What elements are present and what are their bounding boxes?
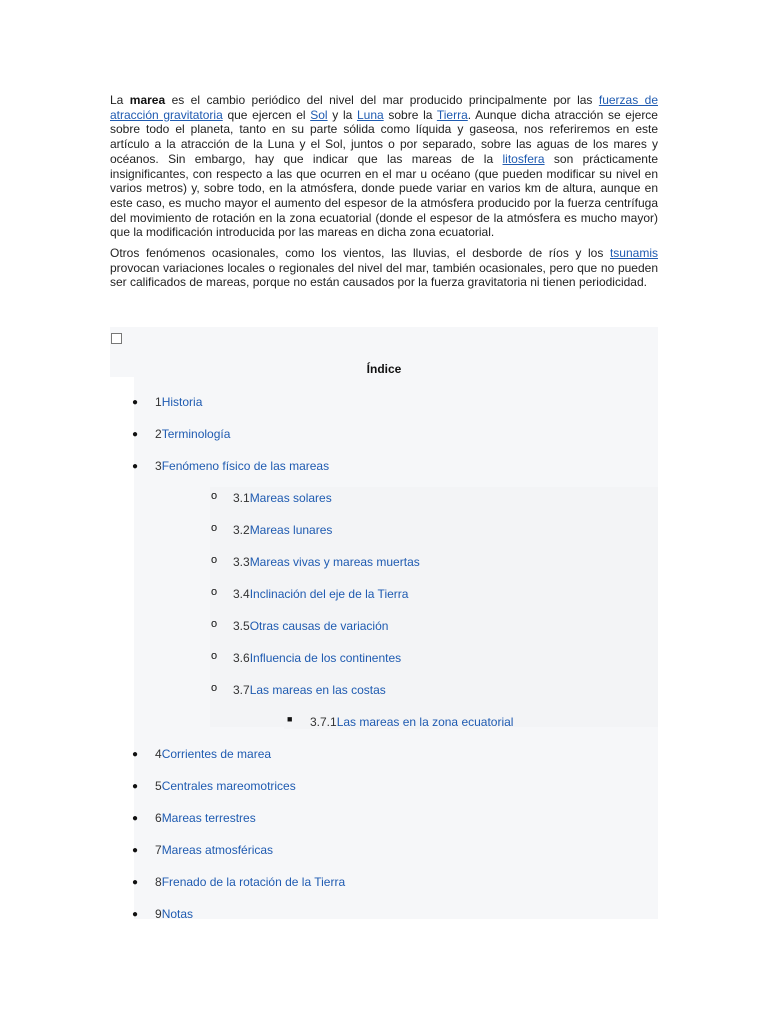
bullet-icon: ● (132, 429, 139, 440)
second-paragraph (110, 246, 658, 290)
toc-item[interactable] (233, 491, 332, 505)
link-luna[interactable]: Luna (356, 107, 384, 122)
link-tierra[interactable]: Tierra (436, 107, 468, 122)
toc-item[interactable] (155, 395, 202, 409)
toc-num: 3.6 (233, 651, 250, 665)
toc-link[interactable]: Las mareas en las costas (249, 683, 386, 697)
circle-bullet-icon: o (211, 586, 218, 598)
bullet-icon: ● (132, 397, 139, 408)
toc-num: 3.4 (233, 587, 250, 601)
toc-item[interactable] (233, 555, 420, 569)
toc-link[interactable]: Terminología (161, 427, 231, 441)
toc-link[interactable]: Notas (161, 907, 194, 921)
toc-link[interactable]: Influencia de los continentes (249, 651, 402, 665)
toc-item[interactable] (155, 843, 273, 857)
toc-link[interactable]: Corrientes de marea (161, 747, 272, 761)
circle-bullet-icon: o (211, 522, 218, 534)
toc-num: 4 (155, 747, 162, 761)
toc-link[interactable]: Historia (161, 395, 203, 409)
text: sobre la (383, 107, 437, 122)
toc-item[interactable] (155, 747, 271, 761)
toc-link[interactable]: Mareas vivas y mareas muertas (249, 555, 420, 569)
bullet-icon: ● (132, 749, 139, 760)
toc-link[interactable]: Mareas terrestres (161, 811, 256, 825)
link-tsunamis[interactable]: tsunamis (609, 246, 658, 261)
toc-num: 3.5 (233, 619, 250, 633)
circle-bullet-icon: o (211, 650, 218, 662)
toc-title: Índice (366, 362, 402, 376)
text: y la (327, 107, 357, 122)
toc-link[interactable]: Las mareas en la zona ecuatorial (336, 715, 514, 729)
circle-bullet-icon: o (211, 618, 218, 630)
circle-bullet-icon: o (211, 682, 218, 694)
link-sol[interactable]: Sol (310, 107, 328, 122)
toc-toggle-checkbox[interactable] (111, 333, 122, 344)
toc-item[interactable] (155, 907, 193, 921)
toc-item[interactable] (155, 811, 256, 825)
toc-item[interactable] (233, 587, 408, 601)
toc-item[interactable] (233, 651, 401, 665)
bullet-icon: ● (132, 461, 139, 472)
toc-num: 8 (155, 875, 162, 889)
bullet-icon: ● (132, 781, 139, 792)
bold-term: marea (129, 93, 166, 107)
text: que ejercen el (222, 107, 311, 122)
table-of-contents (110, 327, 658, 919)
toc-link[interactable]: Mareas atmosféricas (161, 843, 274, 857)
text: . Aunque dicha atracción se ejerce sobre todo el planeta, tanto en su parte sólida como líquida y gaseosa, nos referiremos en este artículo a la atracción de la Luna y el Sol, juntos o por separado, sobre las aguas de los mares y océanos. Sin embargo, hay que indicar que las mareas de la (110, 107, 658, 166)
toc-item[interactable] (233, 619, 388, 633)
toc-num: 3.7.1 (310, 715, 337, 729)
toc-item[interactable] (155, 427, 230, 441)
toc-num: 7 (155, 843, 162, 857)
bullet-icon: ● (132, 909, 139, 920)
toc-item[interactable] (233, 683, 386, 697)
circle-bullet-icon: o (211, 490, 218, 502)
toc-item[interactable] (155, 459, 329, 473)
circle-bullet-icon: o (211, 554, 218, 566)
article-body (110, 93, 658, 290)
toc-link[interactable]: Fenómeno físico de las mareas (161, 459, 330, 473)
text: provocan variaciones locales o regionales del nivel del mar, también ocasionales, pero que no pueden ser calificados de mareas, porque no están causados por la fuerza gravitatoria ni tienen periodicidad. (110, 260, 658, 290)
toc-item[interactable] (155, 875, 345, 889)
toc-link[interactable]: Centrales mareomotrices (161, 779, 296, 793)
toc-item[interactable] (155, 779, 296, 793)
toc-num: 3.3 (233, 555, 250, 569)
bullet-icon: ● (132, 877, 139, 888)
bullet-icon: ● (132, 813, 139, 824)
toc-num: 6 (155, 811, 162, 825)
square-bullet-icon: ■ (287, 714, 293, 724)
toc-num: 2 (155, 427, 162, 441)
text: Otros fenómenos ocasionales, como los vientos, las lluvias, el desborde de ríos y los (110, 246, 610, 261)
toc-item[interactable] (310, 715, 513, 729)
toc-num: 3.1 (233, 491, 250, 505)
toc-num: 3 (155, 459, 162, 473)
toc-num: 5 (155, 779, 162, 793)
bullet-icon: ● (132, 845, 139, 856)
text: La (110, 93, 130, 107)
toc-num: 3.7 (233, 683, 250, 697)
toc-num: 9 (155, 907, 162, 921)
intro-paragraph (110, 93, 658, 240)
toc-item[interactable] (233, 523, 332, 537)
toc-header (110, 327, 658, 377)
text: son prácticamente insignificantes, con respecto a las que ocurren en el mar u océano (que pueden modificar su nivel en varios metros) y, sobre todo, en la atmósfera, donde puede variar en varios km de altura, aunque en este caso, es mucho mayor el aumento del espesor de la atmósfera producido por la fuerza centrífuga del movimiento de rotación en la zona ecuatorial (donde el espesor de la atmósfera es mucho mayor) que la modificación introducida por las mareas en dicha zona ecuatorial. (110, 151, 658, 240)
toc-num: 3.2 (233, 523, 250, 537)
toc-link[interactable]: Frenado de la rotación de la Tierra (161, 875, 346, 889)
link-litosfera[interactable]: litosfera (502, 151, 545, 166)
toc-link[interactable]: Inclinación del eje de la Tierra (249, 587, 409, 601)
text: es el cambio periódico del nivel del mar producido principalmente por las (165, 93, 599, 107)
toc-link[interactable]: Mareas lunares (249, 523, 333, 537)
link-fuerzas-gravitatorias[interactable]: fuerzas de atracción gravitatoria (110, 93, 658, 122)
toc-link[interactable]: Mareas solares (249, 491, 332, 505)
toc-link[interactable]: Otras causas de variación (249, 619, 389, 633)
toc-num: 1 (155, 395, 162, 409)
